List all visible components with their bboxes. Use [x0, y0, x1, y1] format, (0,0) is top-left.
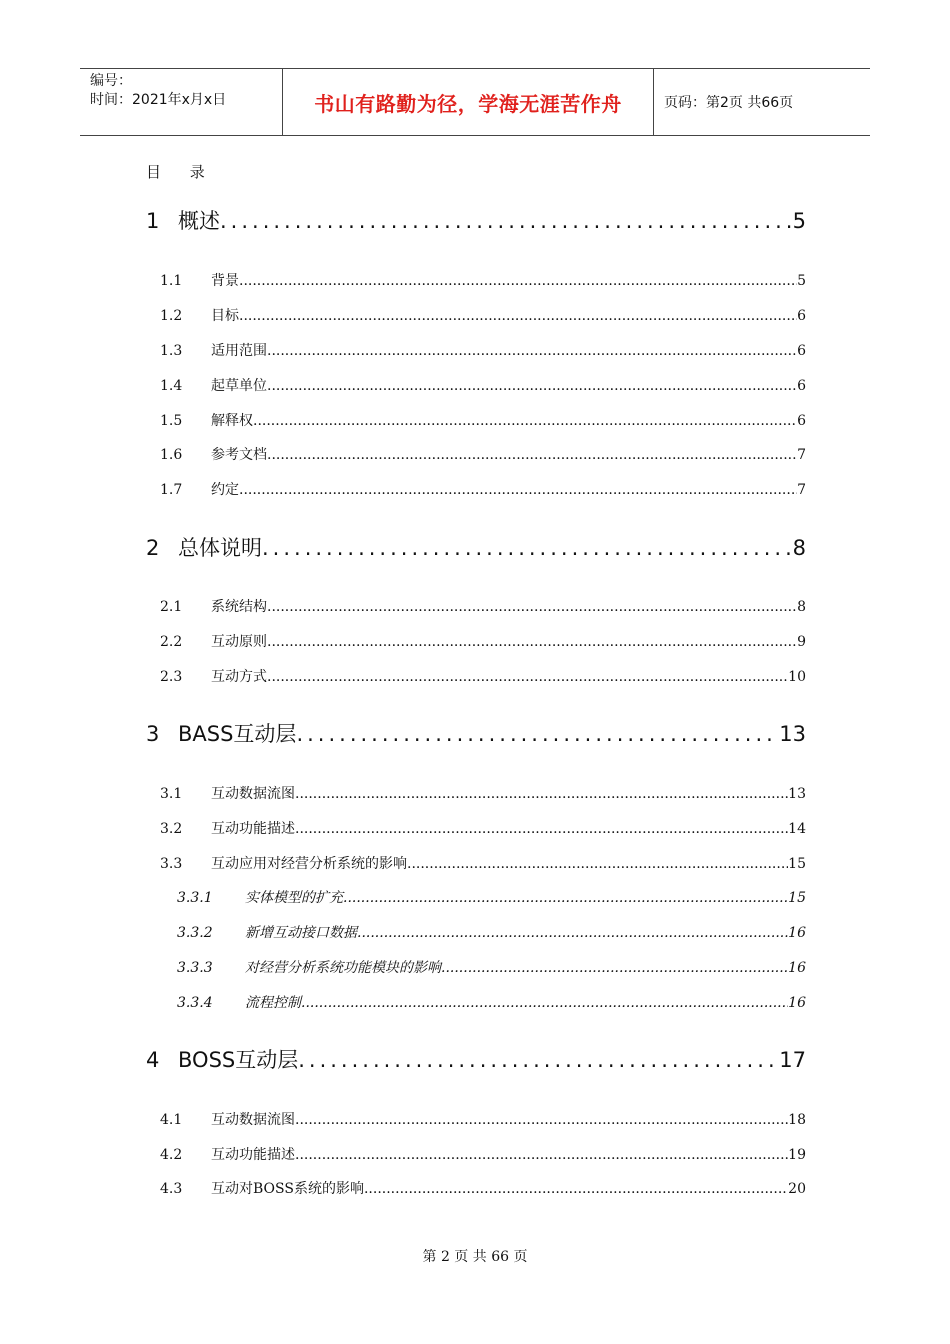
- toc-entry-page: 6: [797, 343, 806, 359]
- toc-entry-2-2[interactable]: [160, 631, 806, 651]
- header-motto: 书山有路勤为径，学海无涯苦作舟: [314, 91, 622, 116]
- toc-entry-page: 18: [788, 1112, 806, 1128]
- toc-entry-2-1[interactable]: [160, 596, 806, 616]
- toc-dot-leader: [407, 856, 788, 872]
- toc-entry-title: 系统结构: [211, 599, 267, 615]
- toc-entry-page: 6: [797, 308, 806, 324]
- toc-entry-1-1[interactable]: [160, 270, 806, 290]
- toc-entry-number: 3.1: [160, 786, 183, 802]
- toc-entry-page: 14: [788, 821, 806, 837]
- toc-entry-page: 8: [792, 536, 806, 560]
- toc-entry-title: 互动数据流图: [211, 786, 295, 802]
- toc-entry-page: 13: [779, 722, 806, 746]
- toc-entry-3[interactable]: [146, 718, 806, 748]
- toc-entry-3-1[interactable]: [160, 783, 806, 803]
- toc-dot-leader: [267, 599, 797, 615]
- toc-entry-page: 16: [788, 925, 806, 941]
- page-footer: 第 2 页 共 66 页: [422, 1249, 528, 1265]
- toc-entry-title: 解释权: [211, 413, 253, 429]
- toc-dot-leader: [343, 890, 788, 906]
- toc-entry-number: 3: [146, 722, 160, 746]
- toc-entry-title: 起草单位: [211, 378, 267, 394]
- toc-entry-number: 1: [146, 209, 160, 233]
- page-header: [80, 68, 870, 136]
- toc-entry-title: 流程控制: [245, 995, 301, 1011]
- toc-dot-leader: [301, 995, 788, 1011]
- toc-entry-title: 互动功能描述: [211, 821, 295, 837]
- toc-entry-4-1[interactable]: [160, 1109, 806, 1129]
- toc-entry-page: 20: [788, 1181, 806, 1197]
- toc-entry-page: 7: [797, 482, 806, 498]
- toc-entry-1-7[interactable]: [160, 479, 806, 499]
- toc-dot-leader: [357, 925, 788, 941]
- toc-entry-1-5[interactable]: [160, 410, 806, 430]
- toc-dot-leader: [220, 209, 793, 233]
- toc-entry-2[interactable]: [146, 532, 806, 562]
- toc-entry-number: 3.3.1: [177, 890, 213, 906]
- toc-entry-4-2[interactable]: [160, 1144, 806, 1164]
- toc-entry-page: 5: [792, 209, 806, 233]
- toc-dot-leader: [441, 960, 788, 976]
- toc-dot-leader: [295, 786, 788, 802]
- toc-entry-2-3[interactable]: [160, 666, 806, 686]
- toc-entry-number: 4.2: [160, 1147, 183, 1163]
- toc-dot-leader: [296, 722, 779, 746]
- toc-entry-title: 目标: [211, 308, 239, 324]
- toc-entry-3-3-4[interactable]: [177, 992, 806, 1012]
- toc-entry-number: 4.1: [160, 1112, 183, 1128]
- toc-entry-title: 概述: [178, 209, 220, 233]
- toc-entry-number: 1.1: [160, 273, 183, 289]
- toc-entry-number: 2.1: [160, 599, 183, 615]
- toc-entry-number: 2: [146, 536, 160, 560]
- toc-entry-number: 3.3.3: [177, 960, 213, 976]
- header-page-info: 页码：第2页 共66页: [664, 95, 794, 111]
- toc-entry-title: 互动对BOSS系统的影响: [211, 1181, 364, 1197]
- toc-entry-title: 约定: [211, 482, 239, 498]
- toc-entry-page: 15: [788, 890, 806, 906]
- toc-entry-1-2[interactable]: [160, 305, 806, 325]
- toc-entry-3-3[interactable]: [160, 853, 806, 873]
- toc-entry-number: 1.2: [160, 308, 183, 324]
- toc-entry-3-3-1[interactable]: [177, 887, 806, 907]
- toc-entry-page: 15: [788, 856, 806, 872]
- toc-entry-4[interactable]: [146, 1044, 806, 1074]
- toc-entry-page: 7: [797, 447, 806, 463]
- toc-entry-3-2[interactable]: [160, 818, 806, 838]
- toc-entry-page: 6: [797, 378, 806, 394]
- header-motto-cell: [282, 69, 654, 135]
- toc-entry-number: 3.3.2: [177, 925, 213, 941]
- toc-dot-leader: [364, 1181, 788, 1197]
- toc-dot-leader: [267, 634, 797, 650]
- toc-entry-number: 1.5: [160, 413, 183, 429]
- toc-title: 目 录: [146, 163, 217, 181]
- toc-entry-1[interactable]: [146, 205, 806, 235]
- toc-entry-4-3[interactable]: [160, 1178, 806, 1198]
- toc-dot-leader: [262, 536, 793, 560]
- toc-entry-title: 互动功能描述: [211, 1147, 295, 1163]
- toc-entry-number: 4: [146, 1048, 160, 1072]
- toc-entry-number: 3.3.4: [177, 995, 213, 1011]
- toc-dot-leader: [239, 308, 797, 324]
- toc-entry-1-4[interactable]: [160, 375, 806, 395]
- toc-dot-leader: [267, 669, 788, 685]
- toc-dot-leader: [267, 447, 797, 463]
- toc-entry-page: 13: [788, 786, 806, 802]
- toc-dot-leader: [239, 273, 797, 289]
- toc-dot-leader: [239, 482, 797, 498]
- toc-entry-title: 参考文档: [211, 447, 267, 463]
- toc-dot-leader: [295, 1112, 788, 1128]
- document-date-label: 时间：2021年x月x日: [90, 92, 227, 108]
- toc-entry-1-3[interactable]: [160, 340, 806, 360]
- toc-entry-number: 3.2: [160, 821, 183, 837]
- toc-entry-title: 新增互动接口数据: [245, 925, 357, 941]
- toc-dot-leader: [295, 1147, 788, 1163]
- toc-entry-title: 互动原则: [211, 634, 267, 650]
- toc-entry-title: 互动应用对经营分析系统的影响: [211, 856, 407, 872]
- toc-entry-title: 背景: [211, 273, 239, 289]
- toc-entry-title: 适用范围: [211, 343, 267, 359]
- toc-entry-3-3-2[interactable]: [177, 922, 806, 942]
- toc-entry-page: 17: [779, 1048, 806, 1072]
- toc-entry-page: 16: [788, 960, 806, 976]
- toc-entry-page: 9: [797, 634, 806, 650]
- toc-entry-number: 4.3: [160, 1181, 183, 1197]
- toc-entry-title: 互动方式: [211, 669, 267, 685]
- toc-entry-3-3-3[interactable]: [177, 957, 806, 977]
- toc-entry-page: 8: [797, 599, 806, 615]
- document-number-label: 编号：: [90, 73, 132, 89]
- toc-entry-1-6[interactable]: [160, 444, 806, 464]
- toc-entry-title: 互动数据流图: [211, 1112, 295, 1128]
- toc-entry-page: 16: [788, 995, 806, 1011]
- toc-entry-title: BASS互动层: [178, 722, 297, 746]
- header-meta: [80, 69, 282, 135]
- toc-entry-number: 1.7: [160, 482, 183, 498]
- toc-entry-title: 总体说明: [178, 536, 262, 560]
- toc-entry-number: 2.3: [160, 669, 183, 685]
- toc-dot-leader: [267, 343, 797, 359]
- toc-entry-title: 实体模型的扩充: [245, 890, 343, 906]
- toc-dot-leader: [253, 413, 797, 429]
- toc-entry-number: 3.3: [160, 856, 183, 872]
- toc-entry-page: 6: [797, 413, 806, 429]
- toc-dot-leader: [298, 1048, 779, 1072]
- toc-entry-number: 1.3: [160, 343, 183, 359]
- toc-entry-title: BOSS互动层: [178, 1048, 299, 1072]
- toc-entry-number: 2.2: [160, 634, 183, 650]
- toc-entry-page: 19: [788, 1147, 806, 1163]
- toc-dot-leader: [267, 378, 797, 394]
- toc-dot-leader: [295, 821, 788, 837]
- toc-entry-number: 1.6: [160, 447, 183, 463]
- toc-entry-page: 5: [797, 273, 806, 289]
- toc-entry-number: 1.4: [160, 378, 183, 394]
- toc-entry-page: 10: [788, 669, 806, 685]
- toc-entry-title: 对经营分析系统功能模块的影响: [245, 960, 441, 976]
